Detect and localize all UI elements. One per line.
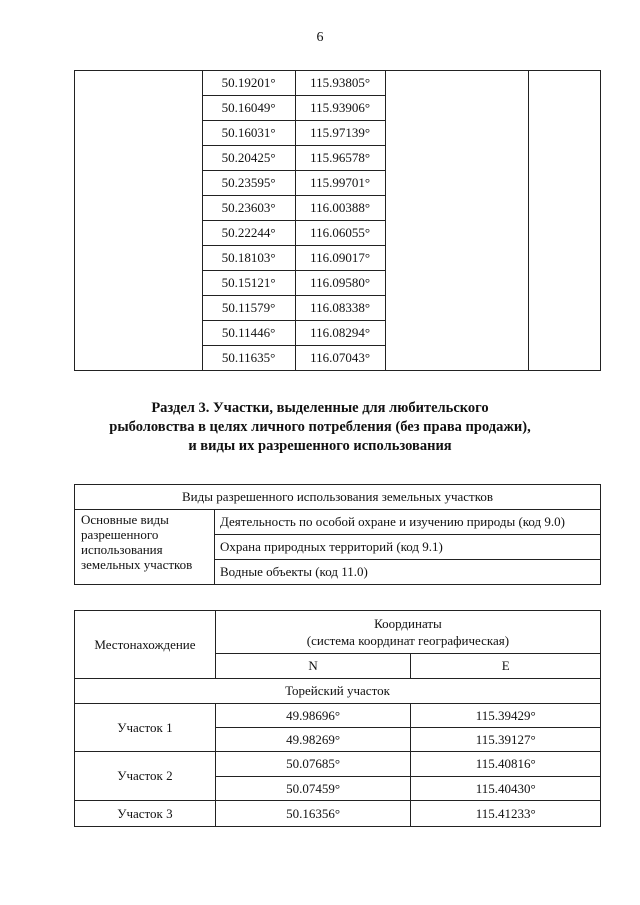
use-item: Деятельность по особой охране и изучению природы (код 9.0) xyxy=(215,510,601,535)
blank-cell xyxy=(385,71,529,371)
coord-e: 115.99701° xyxy=(295,171,385,196)
coordinates-header-line: (система координат географическая) xyxy=(306,633,510,648)
coord-e: 116.08294° xyxy=(295,321,385,346)
use-item: Водные объекты (код 11.0) xyxy=(215,560,601,585)
coord-e: 116.08338° xyxy=(295,296,385,321)
e-header: E xyxy=(411,654,601,679)
plot-n: 50.07459° xyxy=(215,777,411,801)
plot-e: 115.40430° xyxy=(411,777,601,801)
group-header: Торейский участок xyxy=(75,679,601,704)
coordinates-header-line: Координаты xyxy=(374,616,442,631)
coordinate-row xyxy=(75,71,601,96)
coord-e: 116.00388° xyxy=(295,196,385,221)
coord-n: 50.15121° xyxy=(202,271,295,296)
use-item: Охрана природных территорий (код 9.1) xyxy=(215,535,601,560)
plot-n: 50.16356° xyxy=(215,801,411,827)
coordinates-table xyxy=(74,70,601,371)
coord-n: 50.23603° xyxy=(202,196,295,221)
coord-n: 50.11635° xyxy=(202,346,295,371)
n-header: N xyxy=(215,654,411,679)
coord-n: 50.18103° xyxy=(202,246,295,271)
coord-e: 115.93805° xyxy=(295,71,385,96)
coord-e: 115.96578° xyxy=(295,146,385,171)
coord-n: 50.11579° xyxy=(202,296,295,321)
plot-e: 115.40816° xyxy=(411,752,601,777)
plot-name: Участок 2 xyxy=(75,752,216,801)
plot-n: 49.98696° xyxy=(215,704,411,728)
coord-n: 50.23595° xyxy=(202,171,295,196)
coord-n: 50.11446° xyxy=(202,321,295,346)
plot-name: Участок 1 xyxy=(75,704,216,752)
coord-n: 50.20425° xyxy=(202,146,295,171)
uses-table-label: Основные виды разрешенного использования земельных участков xyxy=(75,510,215,585)
locations-table xyxy=(74,610,601,827)
section-title-line: рыболовства в целях личного потребления (без права продажи), xyxy=(109,419,531,435)
permitted-uses-table xyxy=(74,484,601,585)
blank-cell xyxy=(75,71,203,371)
location-header: Местонахождение xyxy=(75,611,216,679)
plot-n: 50.07685° xyxy=(215,752,411,777)
coord-n: 50.16049° xyxy=(202,96,295,121)
coord-n: 50.19201° xyxy=(202,71,295,96)
uses-table-header: Виды разрешенного использования земельных участков xyxy=(75,485,601,510)
plot-name: Участок 3 xyxy=(75,801,216,827)
coord-e: 115.97139° xyxy=(295,121,385,146)
page-number: 6 xyxy=(316,30,324,45)
coordinates-header xyxy=(215,611,600,654)
coord-e: 115.93906° xyxy=(295,96,385,121)
coord-n: 50.22244° xyxy=(202,221,295,246)
section-title xyxy=(60,399,580,456)
coord-e: 116.06055° xyxy=(295,221,385,246)
section-title-line: и виды их разрешенного использования xyxy=(188,438,452,454)
blank-cell xyxy=(529,71,601,371)
plot-e: 115.39429° xyxy=(411,704,601,728)
coord-n: 50.16031° xyxy=(202,121,295,146)
coord-e: 116.09017° xyxy=(295,246,385,271)
coord-e: 116.07043° xyxy=(295,346,385,371)
coord-e: 116.09580° xyxy=(295,271,385,296)
plot-e: 115.41233° xyxy=(411,801,601,827)
section-title-line: Раздел 3. Участки, выделенные для любительского xyxy=(151,400,489,416)
plot-e: 115.39127° xyxy=(411,728,601,752)
plot-n: 49.98269° xyxy=(215,728,411,752)
